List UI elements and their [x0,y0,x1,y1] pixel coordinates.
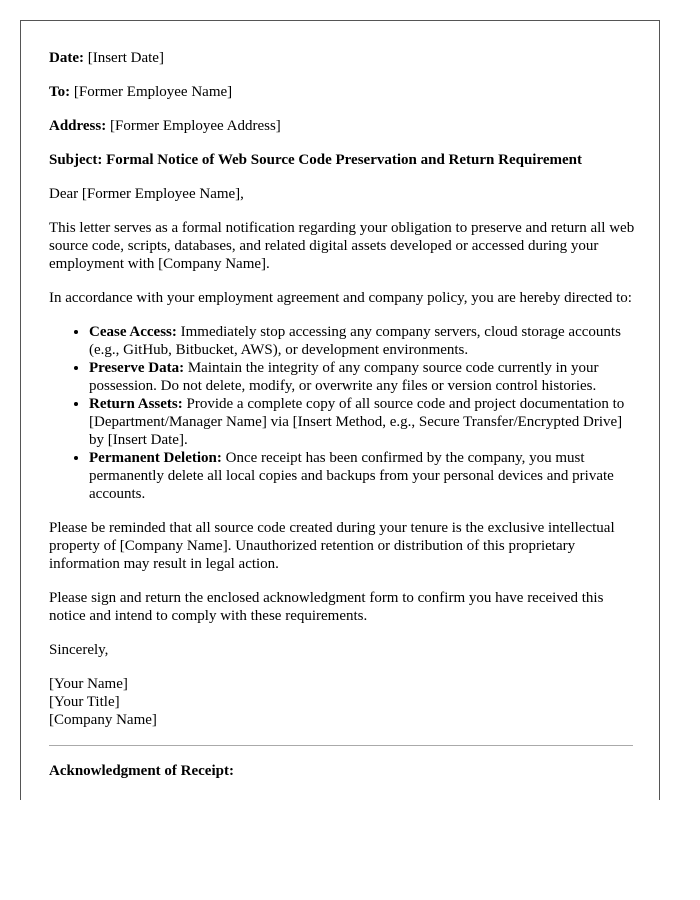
list-item-title: Cease Access: [89,324,177,340]
sender-title: [Your Title] [49,694,120,710]
to-value: [Former Employee Name] [73,84,233,100]
date-line [49,49,637,67]
address-line [49,117,637,135]
address-label: Address: [49,118,107,134]
sender-company: [Company Name] [49,712,157,728]
list-item [89,359,637,395]
directive-list [49,323,637,503]
directive-intro: In accordance with your employment agreement and company policy, you are hereby directed to: [49,290,632,306]
request-paragraph: Please sign and return the enclosed acknowledgment form to confirm you have received this notice and intend to comply with these requirements. [49,590,604,624]
list-item-title: Preserve Data: [89,360,185,376]
recipient-line [49,83,637,101]
acknowledgment-title: Acknowledgment of Receipt: [49,763,234,779]
salutation: Dear [Former Employee Name], [49,186,244,202]
address-value: [Former Employee Address] [109,118,281,134]
list-item-text: Maintain the integrity of any company source code currently in your possession. Do not delete, modify, or overwrite any files or version control histories. [89,360,599,394]
list-item-title: Permanent Deletion: [89,450,222,466]
list-item-title: Return Assets: [89,396,183,412]
sender-name: [Your Name] [49,676,128,692]
sign-off: Sincerely, [49,642,109,658]
list-item-text: Immediately stop accessing any company servers, cloud storage accounts (e.g., GitHub, Bitbucket, AWS), or development environments. [89,324,621,358]
list-item [89,395,637,449]
to-label: To: [49,84,71,100]
date-label: Date: [49,50,84,66]
date-value: [Insert Date] [87,50,164,66]
letter-content [49,49,637,780]
section-divider [49,745,633,746]
intro-paragraph: This letter serves as a formal notification regarding your obligation to preserve and return all web source code, scripts, databases, and related digital assets developed or accessed during your employment with [Company Name]. [49,220,635,272]
subject-line: Subject: Formal Notice of Web Source Code Preservation and Return Requirement [49,152,582,168]
letter-page [20,20,660,800]
list-item [89,449,637,503]
signature-block [49,675,637,729]
list-item [89,323,637,359]
list-item-text: Provide a complete copy of all source code and project documentation to [Department/Manager Name] via [Insert Method, e.g., Secure Transfer/Encrypted Drive] by [Insert Date]. [89,396,625,448]
reminder-paragraph: Please be reminded that all source code created during your tenure is the exclusive intellectual property of [Company Name]. Unauthorized retention or distribution of this proprietary information may result in legal action. [49,520,615,572]
list-item-text: Once receipt has been confirmed by the company, you must permanently delete all local copies and backups from your personal devices and private accounts. [89,450,614,502]
